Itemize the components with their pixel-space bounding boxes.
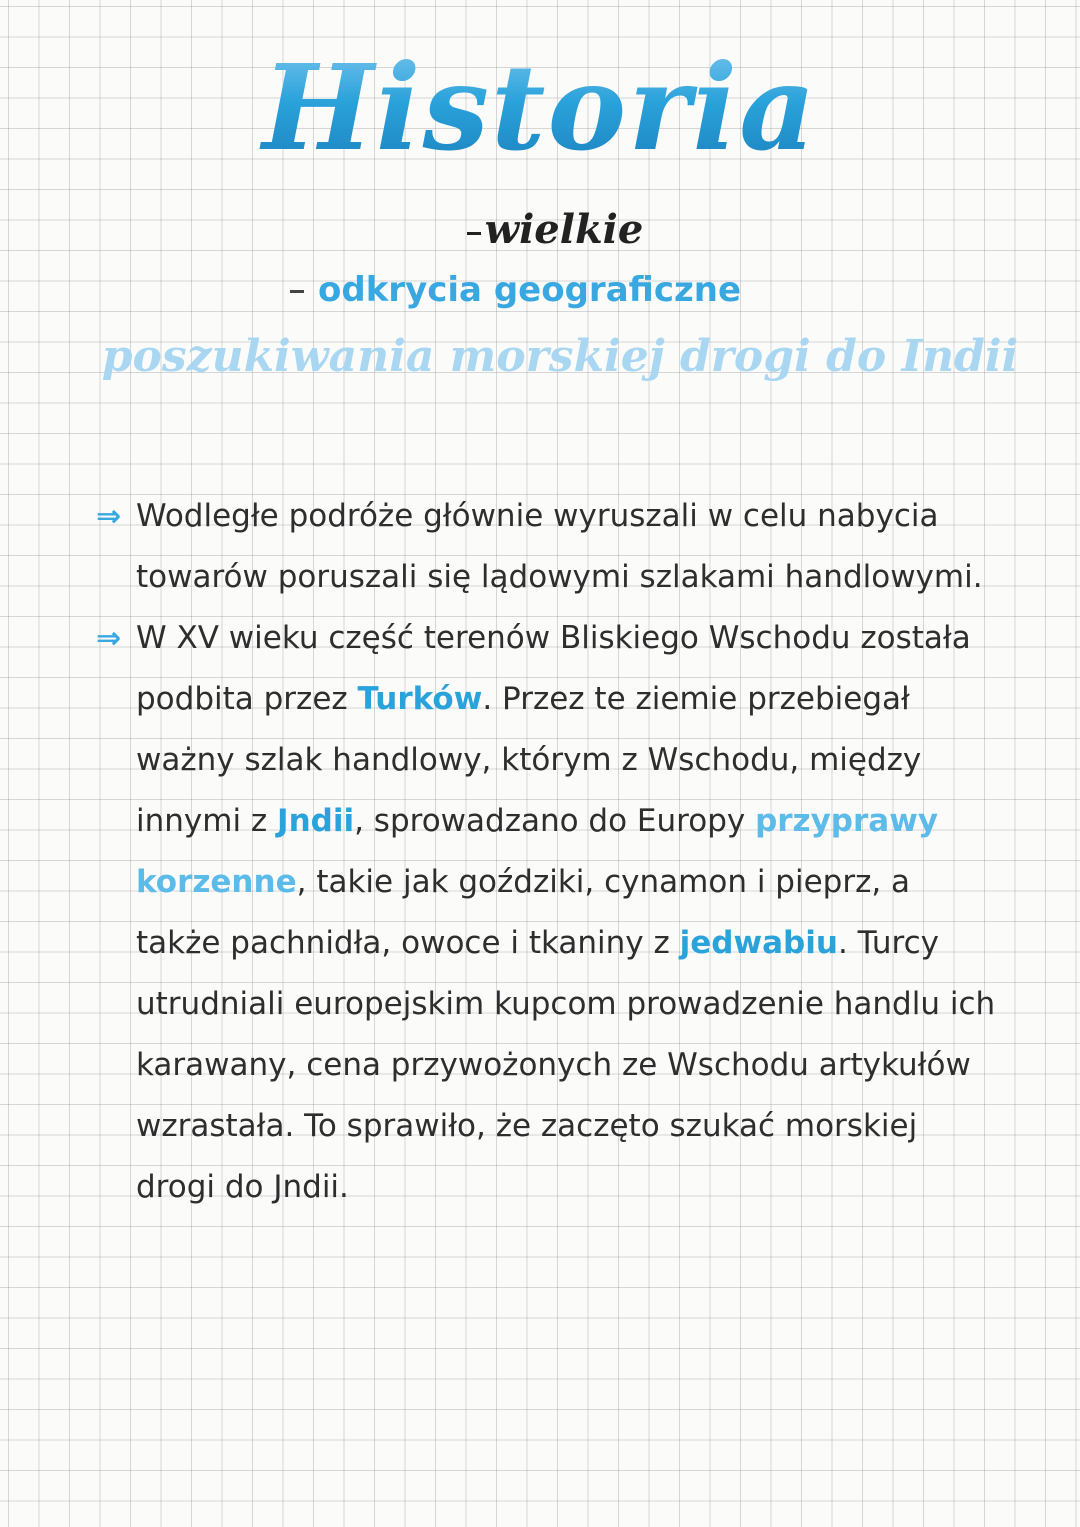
dash-icon bbox=[467, 232, 481, 235]
paragraph-2 bbox=[96, 608, 996, 1218]
paragraph-1-text: Wodległe podróże głównie wyruszali w celu nabycia towarów poruszali się lądowymi szlakami handlowymi. bbox=[136, 498, 983, 595]
page-title: Historia bbox=[0, 38, 1080, 178]
highlight-przyprawy: przyprawy korzenne bbox=[136, 803, 939, 900]
subtitle-odkrycia-text: odkrycia geograficzne bbox=[318, 270, 742, 310]
highlight-turkow: Turków bbox=[357, 681, 483, 717]
paragraph-2-text-4: , takie jak goździki, cynamon i pieprz, a także pachnidła, owoce i tkaniny z bbox=[136, 864, 911, 961]
subtitle-poszukiwania: poszukiwania morskiej drogi do Indii bbox=[101, 331, 1019, 382]
dash-icon bbox=[290, 290, 304, 293]
paragraph-1 bbox=[96, 486, 996, 608]
subtitle-odkrycia bbox=[290, 270, 741, 310]
highlight-jndii: Jndii bbox=[277, 803, 355, 839]
paragraph-2-text-3: , sprowadzano do Europy bbox=[354, 803, 756, 839]
paragraph-2-text-1: W XV wieku część terenów Bliskiego Wschodu została podbita przez bbox=[136, 620, 971, 717]
highlight-jedwabiu: jedwabiu bbox=[679, 925, 838, 961]
double-arrow-icon: ⇒ bbox=[96, 499, 122, 534]
subtitle-wielkie-text: wielkie bbox=[484, 206, 644, 253]
notes-body bbox=[96, 486, 996, 1218]
double-arrow-icon: ⇒ bbox=[96, 621, 122, 656]
paragraph-2-text-2: . Przez te ziemie przebiegał ważny szlak handlowy, którym z Wschodu, między innymi z bbox=[136, 681, 922, 839]
subtitle-wielkie bbox=[0, 206, 1080, 253]
paragraph-2-text-5: . Turcy utrudniali europejskim kupcom prowadzenie handlu ich karawany, cena przywożonych ze Wschodu artykułów wzrastała. To sprawiło, że zaczęto szukać morskiej drogi do Jndii. bbox=[136, 925, 996, 1205]
